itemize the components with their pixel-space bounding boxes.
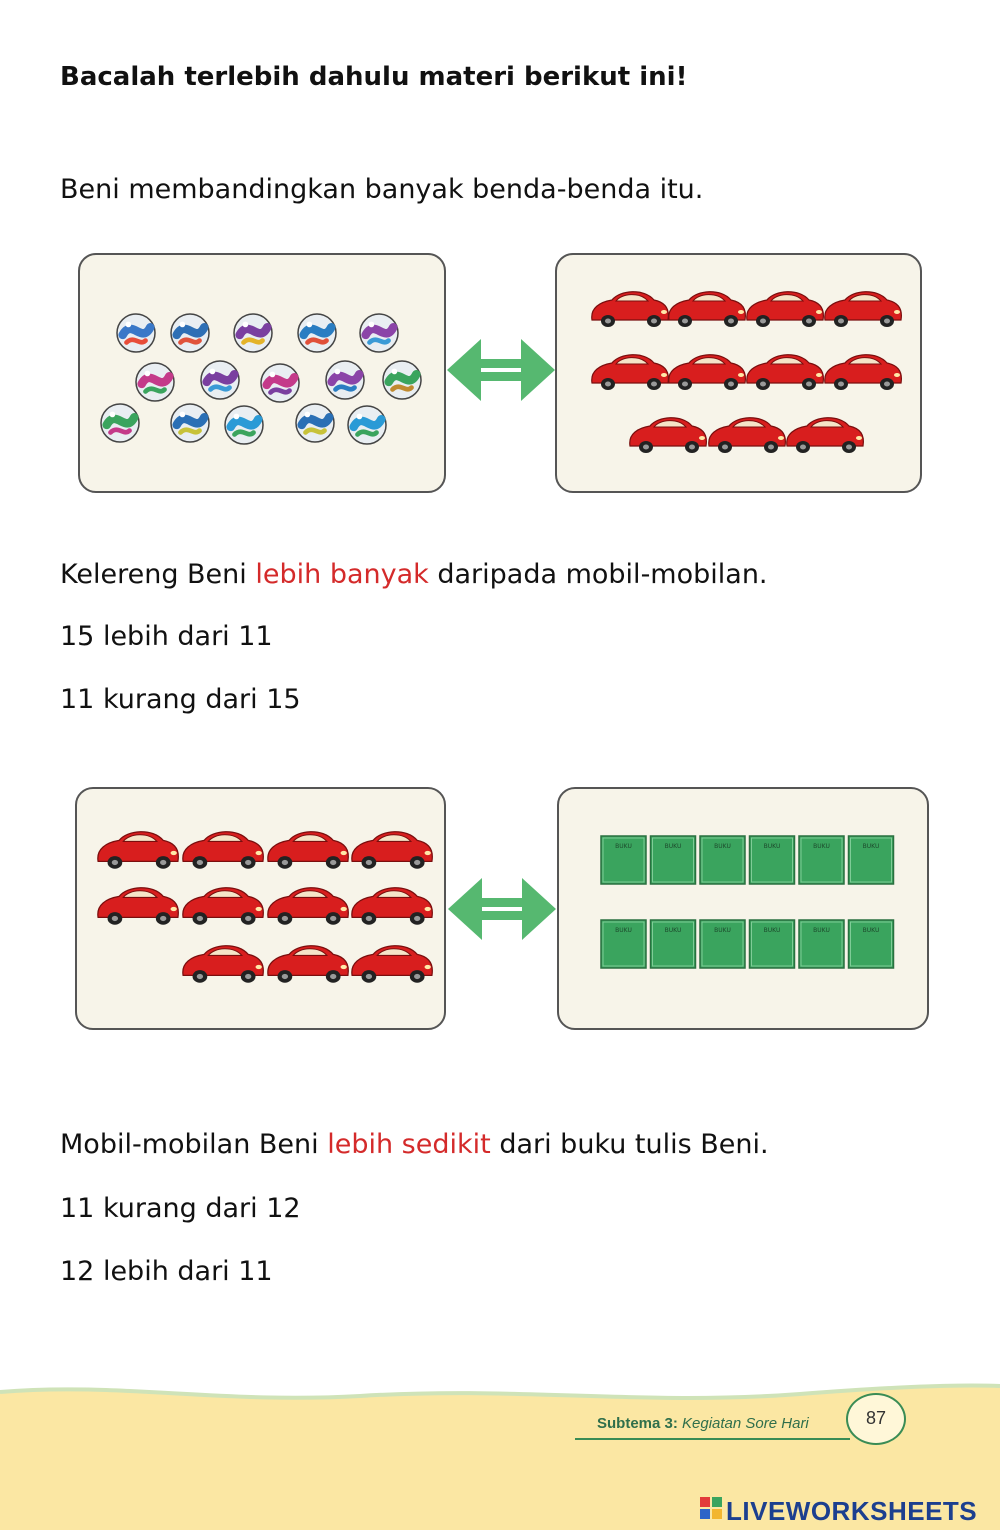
book-icon — [651, 836, 696, 884]
car-icon — [352, 832, 432, 869]
svg-text:BUKU: BUKU — [763, 843, 781, 850]
fact-line-1b: 11 kurang dari 15 — [60, 684, 301, 715]
svg-text:BUKU: BUKU — [813, 927, 830, 934]
car-icon — [592, 292, 669, 327]
sentence-1-start: Kelereng Beni — [60, 559, 256, 590]
car-icon — [183, 946, 263, 983]
svg-text:BUKU: BUKU — [862, 927, 880, 934]
car-icon — [352, 946, 432, 983]
comparison-sentence-2 — [60, 1129, 769, 1160]
page-number: 87 — [846, 1393, 906, 1445]
car-icon — [183, 888, 263, 925]
svg-text:BUKU: BUKU — [664, 843, 682, 850]
instruction-heading: Bacalah terlebih dahulu materi berikut ini! — [60, 62, 688, 92]
book-icon — [799, 836, 844, 884]
subtema-number: Subtema 3: — [597, 1415, 678, 1432]
marble-icon — [296, 404, 334, 442]
svg-text:BUKU: BUKU — [615, 927, 632, 934]
book-icon — [750, 920, 795, 968]
svg-text:BUKU: BUKU — [763, 927, 781, 934]
svg-text:BUKU: BUKU — [862, 843, 880, 850]
marble-icon — [261, 364, 299, 402]
marble-icon — [326, 361, 364, 399]
book-icon — [700, 836, 745, 884]
car-icon — [268, 832, 348, 869]
svg-text:BUKU: BUKU — [615, 843, 632, 850]
subtema-label — [597, 1415, 809, 1432]
highlight-more: lebih banyak — [255, 559, 429, 590]
car-icon — [747, 292, 824, 327]
car-icon — [747, 355, 824, 390]
books-illustration — [559, 789, 927, 1028]
marble-icon — [234, 314, 272, 352]
marbles-panel — [78, 253, 446, 493]
books-panel — [557, 787, 929, 1030]
svg-text:BUKU: BUKU — [714, 927, 731, 934]
book-icon — [750, 836, 795, 884]
car-icon — [787, 418, 864, 453]
marble-icon — [225, 406, 263, 444]
car-icon — [98, 888, 178, 925]
marble-icon — [117, 314, 155, 352]
marble-icon — [360, 314, 398, 352]
book-icon — [601, 920, 646, 968]
fact-line-1a: 15 lebih dari 11 — [60, 621, 273, 652]
sentence-1-end: daripada mobil-mobilan. — [428, 559, 768, 590]
car-icon — [669, 355, 746, 390]
marbles-illustration — [80, 255, 444, 491]
car-icon — [183, 832, 263, 869]
sentence-2-end: dari buku tulis Beni. — [490, 1129, 769, 1160]
fact-line-2a: 11 kurang dari 12 — [60, 1193, 301, 1224]
car-icon — [352, 888, 432, 925]
cars-panel-2 — [75, 787, 446, 1030]
subtema-title: Kegiatan Sore Hari — [677, 1415, 809, 1432]
car-icon — [669, 292, 746, 327]
car-icon — [268, 946, 348, 983]
marble-icon — [298, 314, 336, 352]
cars-panel-1 — [555, 253, 922, 493]
car-icon — [709, 418, 786, 453]
brand-link[interactable]: LIVEWORKSHEETS — [726, 1496, 978, 1526]
book-icon — [849, 836, 894, 884]
liveworksheets-logo-icon — [700, 1497, 722, 1519]
marble-icon — [201, 361, 239, 399]
fact-line-2b: 12 lebih dari 11 — [60, 1256, 273, 1287]
marble-icon — [171, 404, 209, 442]
cars-illustration-1 — [557, 255, 920, 491]
marble-icon — [171, 314, 209, 352]
marble-icon — [101, 404, 139, 442]
book-icon — [700, 920, 745, 968]
double-arrow-icon — [445, 335, 557, 405]
car-icon — [825, 292, 902, 327]
marble-icon — [348, 406, 386, 444]
car-icon — [268, 888, 348, 925]
svg-text:BUKU: BUKU — [813, 843, 830, 850]
car-icon — [630, 418, 707, 453]
double-arrow-icon — [446, 874, 558, 944]
car-icon — [825, 355, 902, 390]
book-icon — [601, 836, 646, 884]
intro-text: Beni membandingkan banyak benda-benda itu. — [60, 174, 704, 205]
book-icon — [651, 920, 696, 968]
book-icon — [799, 920, 844, 968]
car-icon — [592, 355, 669, 390]
highlight-fewer: lebih sedikit — [327, 1129, 491, 1160]
sentence-2-start: Mobil-mobilan Beni — [60, 1129, 328, 1160]
svg-text:BUKU: BUKU — [664, 927, 682, 934]
book-icon — [849, 920, 894, 968]
car-icon — [98, 832, 178, 869]
marble-icon — [383, 361, 421, 399]
comparison-sentence-1 — [60, 559, 768, 590]
marble-icon — [136, 363, 174, 401]
svg-text:BUKU: BUKU — [714, 843, 731, 850]
cars-illustration-2 — [77, 789, 444, 1028]
